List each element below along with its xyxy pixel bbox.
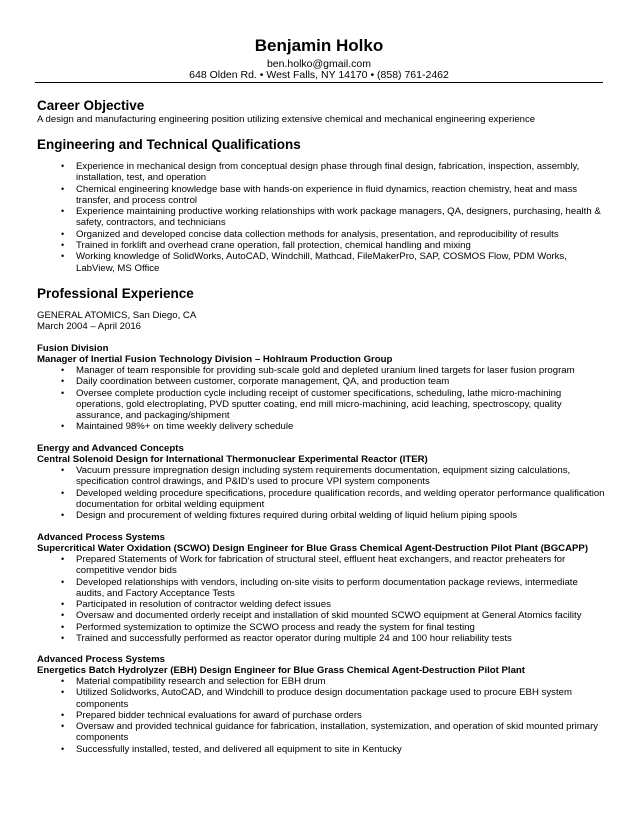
employment-dates: March 2004 – April 2016 (37, 321, 141, 332)
objective-text: A design and manufacturing engineering position utilizing extensive chemical and mechanical engineering experience (37, 114, 536, 125)
list-item: • Experience in mechanical design from conceptual design phase through final design, fabrication, inspection, assembly, installation, test, and operation (61, 161, 580, 184)
list-item: • Material compatibility research and selection for EBH drum (61, 676, 326, 687)
header-divider (35, 82, 603, 83)
list-item: • Prepared bidder technical evaluations for award of purchase orders (61, 709, 362, 721)
division-name: Energy and Advanced Concepts (37, 443, 184, 454)
list-item: • Oversaw and documented orderly receipt and installation of skid mounted SCWO equipment at General Atomics facility (61, 610, 582, 622)
list-item: • Trained and successfully performed as reactor operator during multiple 24 and 100 hour reliability tests (61, 633, 512, 645)
role-duties-list (61, 465, 606, 522)
section-title-qualifications: Engineering and Technical Qualifications (37, 137, 301, 152)
list-item: • Experience maintaining productive working relationships with work package managers, QA, designers, purchasing, health & safety, contractors, and technicians (61, 206, 601, 229)
list-item: • Design and procurement of welding fixtures required during orbital welding of liquid helium piping spools (61, 510, 518, 522)
role-title: Central Solenoid Design for International Thermonuclear Experimental Reactor (ITER) (37, 454, 428, 465)
list-item: • Successfully installed, tested, and delivered all equipment to site in Kentucky (61, 743, 402, 755)
list-item: • Working knowledge of SolidWorks, AutoCAD, Windchill, Mathcad, FileMakerPro, SAP, COSMOS Flow, PDM Works, LabView, MS Office (61, 251, 567, 274)
list-item: • Vacuum pressure impregnation design including system requirements documentation, equipment sizing calculations, specification control drawings, and P&ID's used to procure VPI system components (61, 465, 571, 488)
list-item: • Utilized Solidworks, AutoCAD, and Windchill to produce design documentation package used to procure EBH system components (61, 687, 572, 710)
list-item: • Manager of team responsible for providing sub-scale gold and depleted uranium lined targets for laser fusion program (61, 365, 575, 376)
contact-address-line: 648 Olden Rd. • West Falls, NY 14170 • (858) 761-2462 (189, 69, 449, 81)
division-name: Advanced Process Systems (37, 532, 165, 543)
list-item: • Oversee complete production cycle including receipt of customer specifications, scheduling, lathe micro-machining operations, gold electroplating, PVD sputter coating, end mill micro-machining, acid leaching, spectroscopy, quality assurance, and packaging/shipment (61, 387, 562, 422)
role-duties-list (61, 676, 606, 755)
division-name: Advanced Process Systems (37, 654, 165, 665)
list-item: • Chemical engineering knowledge base with hands-on experience in fluid dynamics, reaction chemistry, heat and mass transfer, and process control (61, 183, 578, 206)
list-item: • Performed systemization to optimize the SCWO process and ready the system for final testing (61, 621, 475, 633)
list-item: • Developed relationships with vendors, including on-site visits to perform documentation package reviews, intermediate audits, and Factory Acceptance Tests (61, 576, 578, 599)
list-item: • Maintained 98%+ on time weekly delivery schedule (61, 421, 294, 433)
list-item: • Participated in resolution of contractor welding defect issues (61, 599, 331, 611)
role-duties-list (61, 365, 606, 433)
candidate-name: Benjamin Holko (254, 36, 384, 55)
list-item: • Organized and developed concise data collection methods for analysis, presentation, and reproducibility of results (61, 228, 559, 240)
list-item: • Prepared Statements of Work for fabrication of structural steel, effluent heat exchangers, and reactor preheaters for competitive vendor bids (61, 554, 566, 577)
role-title: Manager of Inertial Fusion Technology Division – Hohlraum Production Group (37, 354, 393, 365)
list-item: • Developed welding procedure specifications, procedure qualification records, and welding operator performance qualification documentation for orbital welding equipment (61, 487, 605, 510)
employer: GENERAL ATOMICS, San Diego, CA (37, 310, 197, 321)
list-item: • Trained in forklift and overhead crane operation, fall protection, chemical handling and mixing (61, 240, 471, 252)
contact-email: ben.holko@gmail.com (266, 58, 372, 70)
role-title: Energetics Batch Hydrolyzer (EBH) Design Engineer for Blue Grass Chemical Agent-Destruction Pilot Plant (37, 665, 525, 676)
qualifications-list (61, 161, 606, 274)
division-name: Fusion Division (37, 343, 109, 354)
section-title-experience: Professional Experience (37, 286, 194, 301)
list-item: • Oversaw and provided technical guidance for fabrication, installation, systemization, and operation of skid mounted primary components (61, 721, 599, 744)
section-title-objective: Career Objective (37, 98, 145, 113)
list-item: • Daily coordination between customer, corporate management, QA, and production team (61, 376, 450, 388)
role-title: Supercritical Water Oxidation (SCWO) Design Engineer for Blue Grass Chemical Agent-Destruction Pilot Plant (BGCAPP) (37, 543, 589, 554)
role-duties-list (61, 554, 606, 645)
